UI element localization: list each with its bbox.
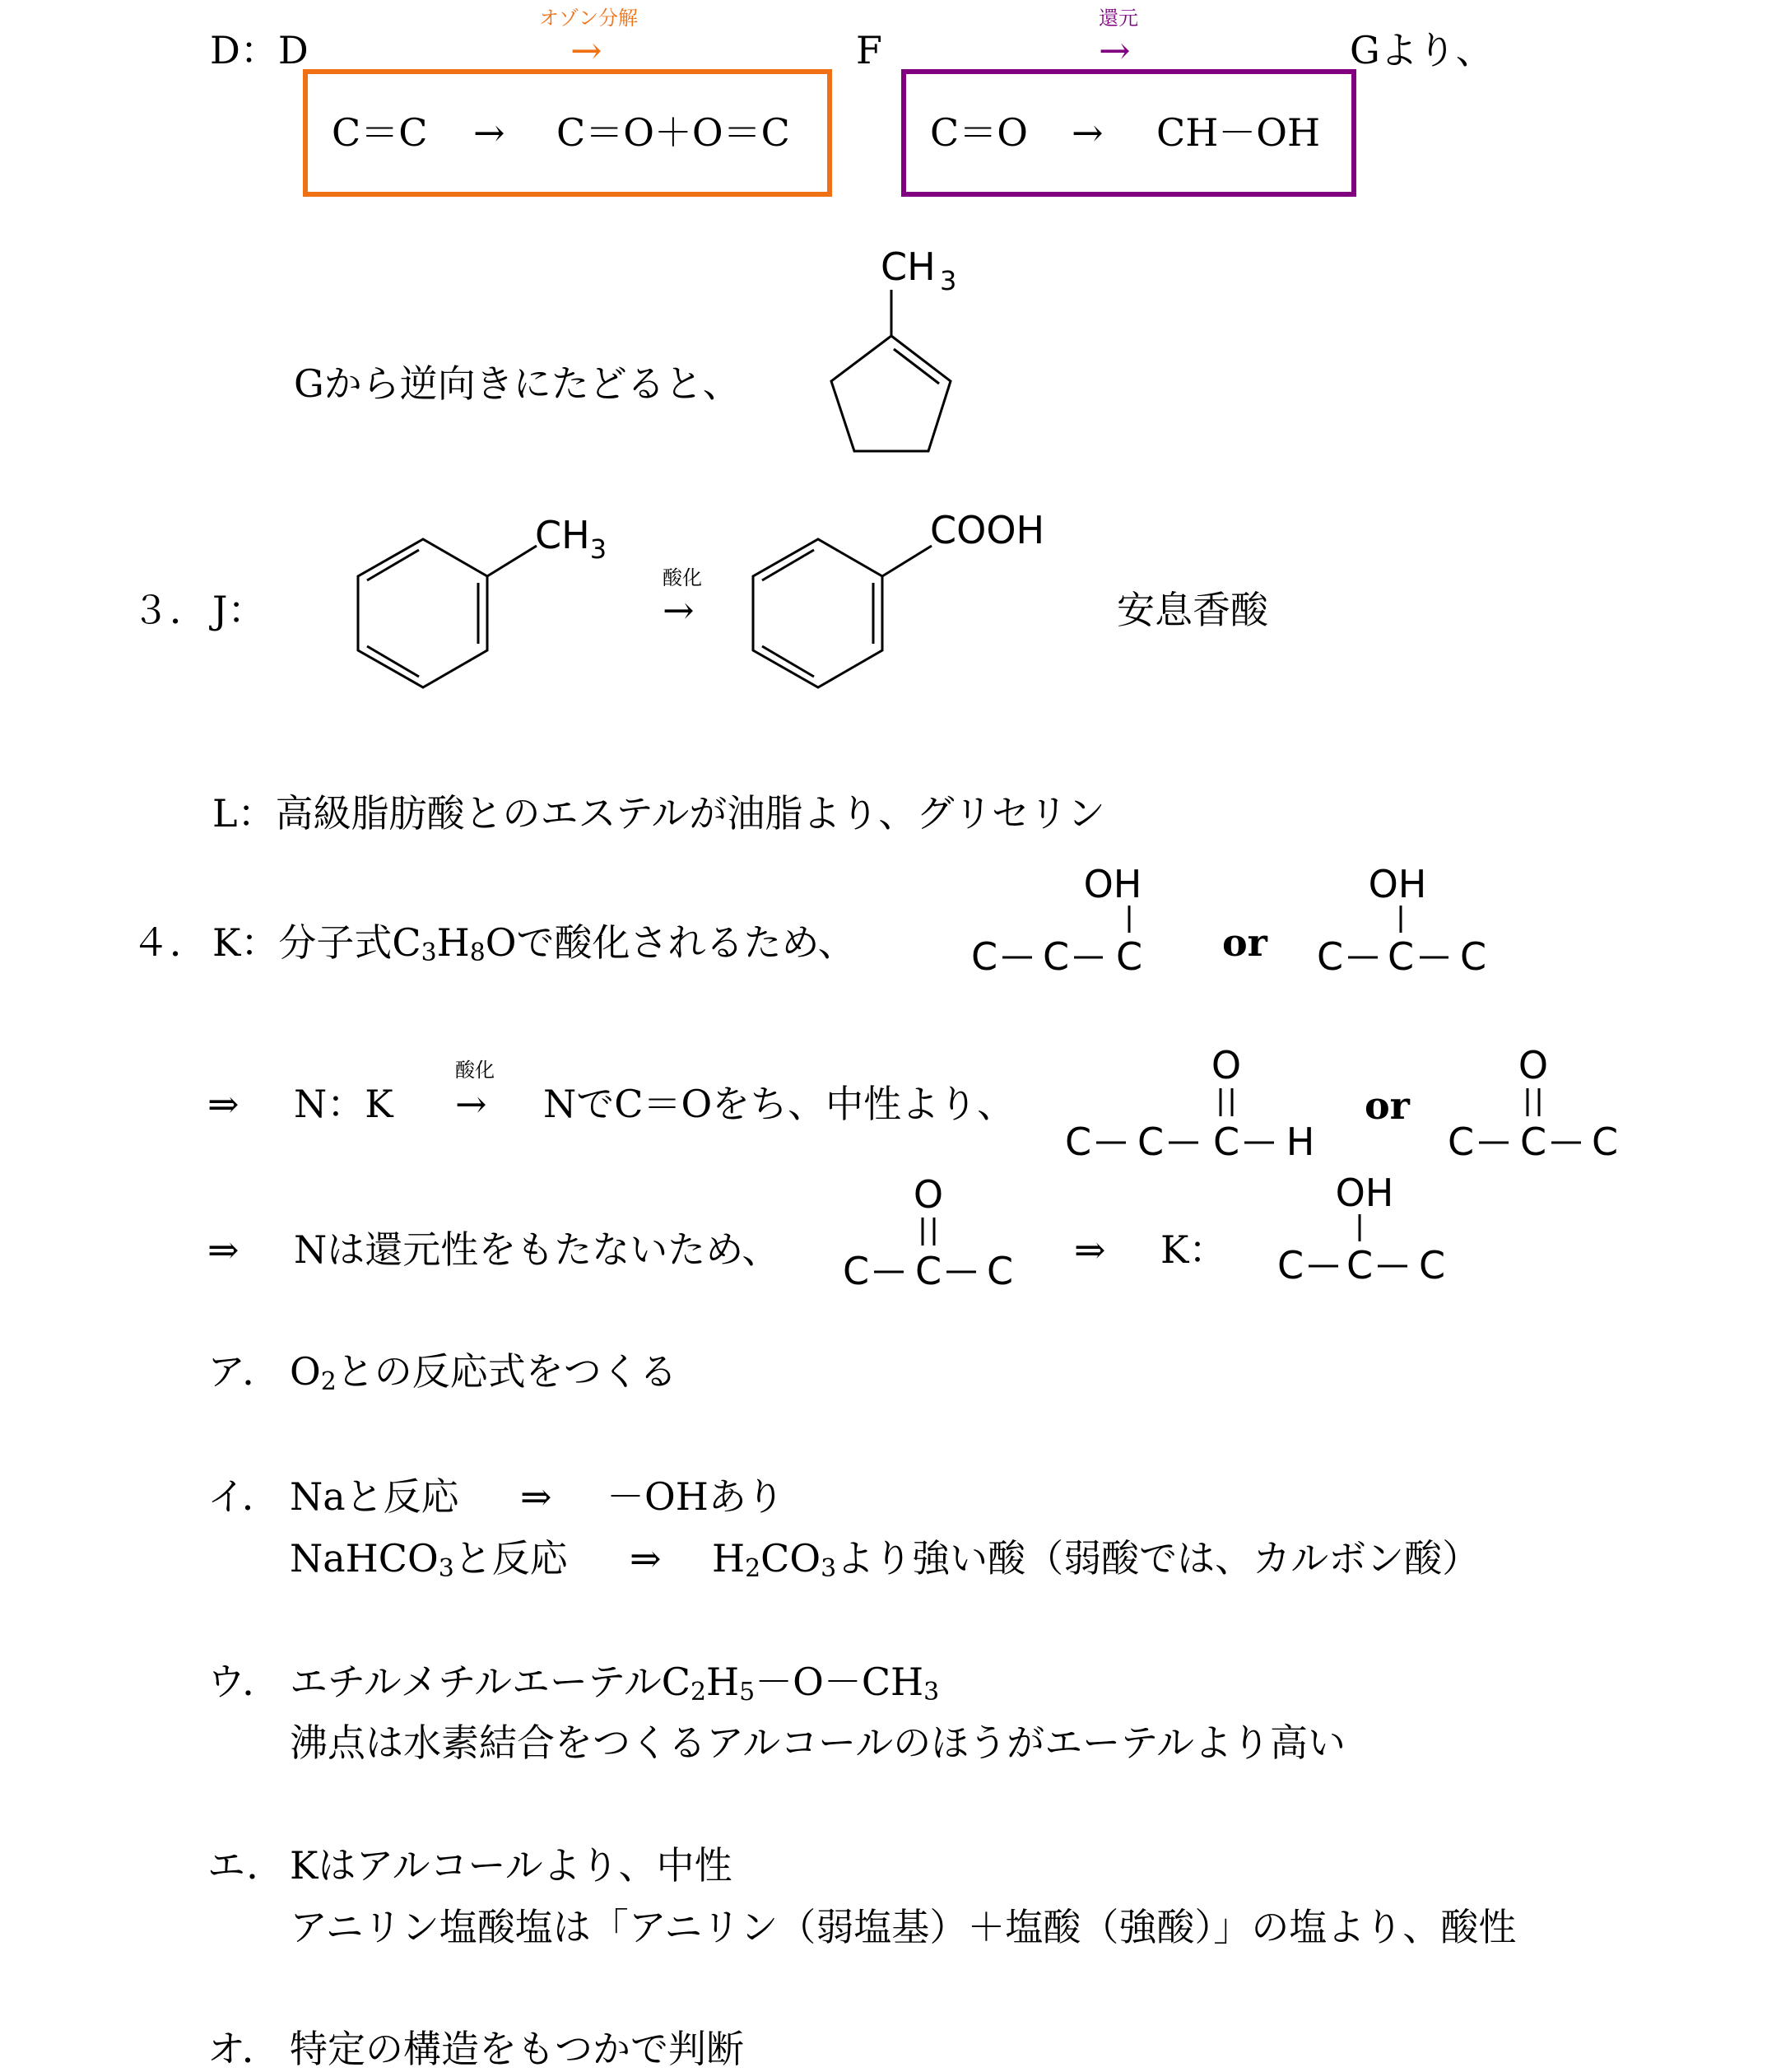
svg-text:OH: OH bbox=[1335, 1171, 1394, 1215]
n-line-or: or bbox=[1365, 1083, 1410, 1128]
n-oxidation-arrow: → bbox=[455, 1082, 487, 1126]
item-o-mark: オ． bbox=[207, 2027, 280, 2071]
item-e-line1: Kはアルコールより、中性 bbox=[290, 1843, 732, 1888]
item-i-line2-b: $H_2CO_3$より強い酸（弱酸では、カルボン酸） bbox=[712, 1536, 1481, 1583]
k-propanol-2-structure bbox=[1267, 1169, 1465, 1292]
svg-text:O: O bbox=[1211, 1043, 1242, 1087]
item-i-line1-a: Naと反応 bbox=[290, 1474, 459, 1519]
svg-text:O: O bbox=[1518, 1043, 1549, 1087]
n-line-lead: N：K bbox=[294, 1082, 393, 1126]
svg-text:C: C bbox=[1447, 1120, 1475, 1164]
svg-text:C: C bbox=[1137, 1120, 1165, 1164]
svg-text:C: C bbox=[1591, 1120, 1619, 1164]
svg-text:C: C bbox=[1316, 934, 1344, 979]
svg-text:C: C bbox=[1064, 1120, 1092, 1164]
q3-j-label: J： bbox=[212, 588, 266, 632]
reduction-box-arrow: → bbox=[1072, 110, 1104, 155]
toluene-ch3: $CH_3$ bbox=[535, 513, 607, 565]
d-line-prefix: D：D bbox=[210, 28, 309, 72]
svg-text:O: O bbox=[913, 1172, 944, 1217]
toluene-structure bbox=[346, 513, 650, 716]
svg-text:C: C bbox=[1519, 1120, 1547, 1164]
svg-text:C: C bbox=[914, 1249, 942, 1293]
ozonolysis-box-left: C＝C bbox=[332, 110, 428, 155]
svg-text:C: C bbox=[1042, 934, 1070, 979]
svg-text:CH: CH bbox=[881, 244, 936, 289]
q4-formula-line: K：分子式$C_3H_8O$で酸化されるため、 bbox=[212, 920, 856, 967]
propanol-2-structure bbox=[1300, 860, 1498, 980]
svg-text:OH: OH bbox=[1368, 862, 1427, 906]
n-line-text: NでC＝Oをち、中性より、 bbox=[543, 1082, 1016, 1126]
l-line: L：高級脂肪酸とのエステルが油脂より、グリセリン bbox=[212, 791, 1105, 836]
item-a-mark: ア． bbox=[207, 1349, 281, 1394]
item-u-mark: ウ． bbox=[207, 1660, 281, 1704]
svg-text:C: C bbox=[1387, 934, 1415, 979]
g-line-text: Gから逆向きにたどると、 bbox=[294, 361, 741, 406]
q4-or: or bbox=[1222, 920, 1267, 965]
reduction-box-right: CH－OH bbox=[1156, 110, 1321, 155]
acetone-structure-2 bbox=[835, 1172, 1033, 1298]
q4-label: ４． bbox=[132, 920, 207, 965]
n2-k-label: K： bbox=[1160, 1227, 1227, 1272]
item-a-text: $O_2$との反応式をつくる bbox=[290, 1349, 677, 1396]
item-i-line2-arrow: ⇒ bbox=[630, 1536, 662, 1581]
n-line-implies: ⇒ bbox=[207, 1082, 239, 1126]
svg-text:C: C bbox=[970, 934, 998, 979]
item-i-line2-a: NaHCO$_3$と反応 bbox=[290, 1536, 568, 1583]
reduction-label: 還元 bbox=[1099, 7, 1138, 30]
acetone-structure-1 bbox=[1440, 1045, 1638, 1169]
f-label: F bbox=[856, 28, 882, 72]
item-e-line2: アニリン塩酸塩は「アニリン（弱塩基）＋塩酸（強酸）」の塩より、酸性 bbox=[290, 1905, 1517, 1949]
n-oxidation-label: 酸化 bbox=[455, 1059, 495, 1082]
item-i-line1-arrow: ⇒ bbox=[520, 1474, 552, 1519]
benzoic-cooh: COOH bbox=[930, 508, 1045, 552]
svg-text:C: C bbox=[1346, 1243, 1374, 1287]
methylcyclopentene-structure bbox=[815, 239, 979, 469]
item-u-line1: エチルメチルエーテル$C_2H_5-O-CH_3$ bbox=[290, 1660, 940, 1706]
svg-text:C: C bbox=[1459, 934, 1487, 979]
benzoic-acid-structure bbox=[741, 508, 1070, 716]
item-e-mark: エ． bbox=[207, 1843, 285, 1888]
svg-text:H: H bbox=[1286, 1120, 1315, 1164]
ozonolysis-box-right: C＝O＋O＝C bbox=[556, 110, 790, 155]
svg-text:C: C bbox=[1418, 1243, 1446, 1287]
svg-text:C: C bbox=[986, 1249, 1014, 1293]
benzoic-acid-name: 安息香酸 bbox=[1117, 588, 1268, 632]
ozonolysis-box-arrow: → bbox=[473, 110, 505, 155]
item-u-line2: 沸点は水素結合をつくるアルコールのほうがエーテルより高い bbox=[290, 1720, 1346, 1765]
d-line-suffix: Gより、 bbox=[1350, 28, 1494, 72]
n2-line-implies-2: ⇒ bbox=[1074, 1227, 1106, 1272]
propanol-1-structure bbox=[955, 860, 1152, 980]
reduction-arrow: → bbox=[1099, 28, 1131, 72]
svg-text:C: C bbox=[1212, 1120, 1240, 1164]
q3-label: ３． bbox=[132, 588, 207, 632]
item-o-text: 特定の構造をもつかで判断 bbox=[290, 2027, 744, 2071]
ozonolysis-label: オゾン分解 bbox=[539, 7, 638, 30]
svg-text:C: C bbox=[1115, 934, 1143, 979]
svg-text:OH: OH bbox=[1083, 862, 1142, 906]
ozonolysis-arrow: → bbox=[570, 28, 602, 72]
item-i-mark: イ． bbox=[207, 1474, 280, 1519]
oxidation-label: 酸化 bbox=[663, 566, 702, 589]
propanal-structure bbox=[1053, 1045, 1333, 1169]
oxidation-arrow: → bbox=[663, 588, 695, 632]
n2-line-text: Nは還元性をもたないため、 bbox=[294, 1227, 780, 1272]
svg-text:C: C bbox=[842, 1249, 870, 1293]
item-i-line1-b: －OHあり bbox=[607, 1474, 784, 1519]
svg-text:3: 3 bbox=[940, 265, 957, 296]
svg-text:C: C bbox=[1276, 1243, 1304, 1287]
reduction-box-left: C＝O bbox=[930, 110, 1028, 155]
n2-line-implies: ⇒ bbox=[207, 1227, 239, 1272]
